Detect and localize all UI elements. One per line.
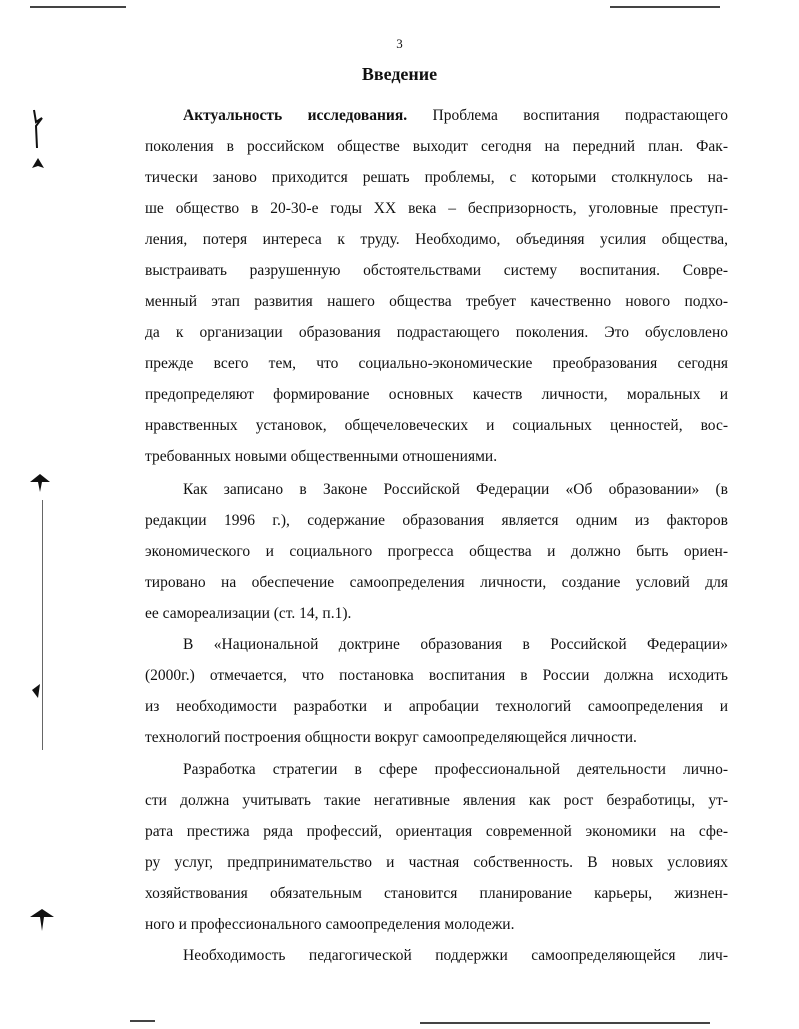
binding-mark-icon <box>28 108 48 178</box>
text-line: предопределяют формирование основных качеств личности, моральных и <box>145 386 728 403</box>
text-line: (2000г.) отмечается, что постановка воспитания в России должна исходить <box>145 667 728 684</box>
text-line: Необходимость педагогической поддержки самоопределяющейся лич- <box>183 947 728 964</box>
binding-mark-icon <box>28 468 52 498</box>
text-line: нравственных установок, общечеловеческих и социальных ценностей, вос- <box>145 417 728 434</box>
text-line: менный этап развития нашего общества требует качественно нового подхо- <box>145 293 728 310</box>
text-line: да к организации образования подрастающего поколения. Это обусловлено <box>145 324 728 341</box>
text-line: Актуальность исследования. Проблема воспитания подрастающего <box>183 107 728 124</box>
text-line: ру услуг, предпринимательство и частная собственность. В новых условиях <box>145 854 728 871</box>
text-line: выстраивать разрушенную обстоятельствами систему воспитания. Совре- <box>145 262 728 279</box>
text-line: В «Национальной доктрине образования в Российской Федерации» <box>183 636 728 653</box>
text-line: редакции 1996 г.), содержание образования является одним из факторов <box>145 512 728 529</box>
text-line: ления, потеря интереса к труду. Необходимо, объединяя усилия общества, <box>145 231 728 248</box>
text-line: поколения в российском обществе выходит сегодня на передний план. Фак- <box>145 138 728 155</box>
text-line: хозяйствования обязательным становится планирование карьеры, жизнен- <box>145 885 728 902</box>
scan-border-bottom-right <box>420 1022 710 1024</box>
text-line: Как записано в Законе Российской Федерации «Об образовании» (в <box>183 481 728 498</box>
text-line: тически заново приходится решать проблемы, с которыми столкнулось на- <box>145 169 728 186</box>
text-line: требованных новыми общественными отношениями. <box>145 448 498 465</box>
text-line: технологий построения общности вокруг самоопределяющейся личности. <box>145 729 637 746</box>
binding-mark-icon <box>28 680 48 700</box>
scan-border-top-left <box>30 6 126 8</box>
page-number: 3 <box>396 36 403 51</box>
text-line: сти должна учитывать такие негативные явления как рост безработицы, ут- <box>145 792 728 809</box>
page-title: Введение <box>361 64 438 84</box>
text-line: прежде всего тем, что социально-экономические преобразования сегодня <box>145 355 728 372</box>
text-line: экономического и социального прогресса общества и должно быть ориен- <box>145 543 728 560</box>
text-line: рата престижа ряда профессий, ориентация современной экономики на сфе- <box>145 823 728 840</box>
text-line: тировано на обеспечение самоопределения личности, создание условий для <box>145 574 728 591</box>
text-line: из необходимости разработки и апробации технологий самоопределения и <box>145 698 728 715</box>
scan-border-bottom-left <box>130 1020 155 1022</box>
text-line: Разработка стратегии в сфере профессиональной деятельности лично- <box>183 761 728 778</box>
text-line: ного и профессионального самоопределения молодежи. <box>145 916 515 933</box>
binding-mark-icon <box>28 905 56 935</box>
section-lead: Актуальность исследования. <box>183 107 408 124</box>
scan-border-top-right <box>610 6 720 8</box>
text-line: ее самореализации (ст. 14, п.1). <box>145 605 352 622</box>
text-line: ше общество в 20-30-е годы XX века – беспризорность, уголовные преступ- <box>145 200 728 217</box>
margin-rule <box>42 500 43 750</box>
